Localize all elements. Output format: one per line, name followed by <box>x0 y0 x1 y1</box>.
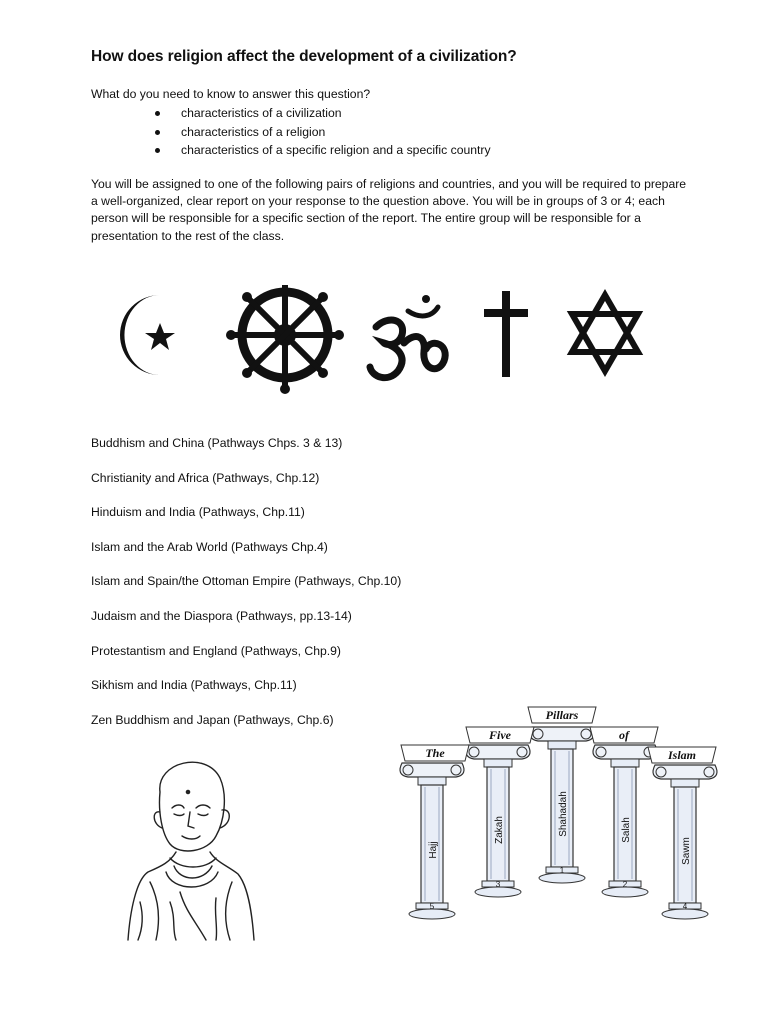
religion-country-list <box>91 432 401 743</box>
cross-icon <box>484 291 528 377</box>
list-item: Buddhism and China (Pathways Chps. 3 & 13) <box>91 436 343 450</box>
banner-word: Five <box>489 728 511 742</box>
buddhist-monk-illustration <box>120 752 260 942</box>
pillar <box>400 763 464 919</box>
page-title: How does religion affect the development of a civilization? <box>91 48 517 65</box>
list-item: Protestantism and England (Pathways, Chp.9) <box>91 643 341 658</box>
crescent-star-icon <box>120 295 175 375</box>
pillar <box>466 745 530 897</box>
dharma-wheel-icon <box>226 285 344 394</box>
assignment-paragraph: You will be assigned to one of the following pairs of religions and countries, and you will be required to prepare a well-organized, clear report on your response to the question above. You will be in groups of 3 or 4; each person will be responsible for a specific section of the report. The entire group will be responsible for a presentation to the rest of the class. <box>91 177 687 243</box>
five-pillars-diagram <box>390 705 730 930</box>
pillar-name: Sawm <box>681 837 692 865</box>
pillar <box>653 765 717 919</box>
list-item: Zen Buddhism and Japan (Pathways, Chp.6) <box>91 712 334 727</box>
list-item: Hinduism and India (Pathways, Chp.11) <box>91 505 305 520</box>
list-item: characteristics of a specific religion and a specific country <box>155 141 491 160</box>
om-icon <box>370 295 445 378</box>
religious-symbols <box>100 285 660 395</box>
list-item: characteristics of a civilization <box>155 104 491 123</box>
pillar-name: Hajj <box>428 841 439 859</box>
pillar-number: 4 <box>682 902 688 911</box>
bullet-icon <box>155 130 160 135</box>
star-of-david-icon <box>572 295 638 371</box>
bullet-icon <box>155 148 160 153</box>
list-item: Judaism and the Diaspora (Pathways, pp.13-14) <box>91 608 352 623</box>
list-item: Islam and the Arab World (Pathways Chp.4) <box>91 539 328 554</box>
list-item: Islam and Spain/the Ottoman Empire (Pathways, Chp.10) <box>91 574 402 589</box>
pillar-name: Zakah <box>494 816 505 844</box>
pillar <box>530 727 594 883</box>
bullet-icon <box>155 111 160 116</box>
pillar <box>593 745 657 897</box>
banner-word: Islam <box>667 748 697 762</box>
banner-word: The <box>425 746 445 760</box>
banner-word: of <box>619 728 629 742</box>
list-item: characteristics of a religion <box>155 123 491 142</box>
banner-word: Pillars <box>545 708 579 722</box>
needs-list <box>155 104 491 160</box>
intro-question: What do you need to know to answer this question? <box>91 87 371 101</box>
pillar-number: 5 <box>429 902 435 911</box>
pillar-name: Salah <box>621 817 632 843</box>
list-item: Christianity and Africa (Pathways, Chp.12) <box>91 470 320 485</box>
pillar-number: 3 <box>495 880 501 889</box>
list-item: Sikhism and India (Pathways, Chp.11) <box>91 678 297 693</box>
pillar-number: 2 <box>622 880 628 889</box>
pillar-name: Shahadah <box>558 791 569 837</box>
pillar-number: 1 <box>559 866 565 875</box>
